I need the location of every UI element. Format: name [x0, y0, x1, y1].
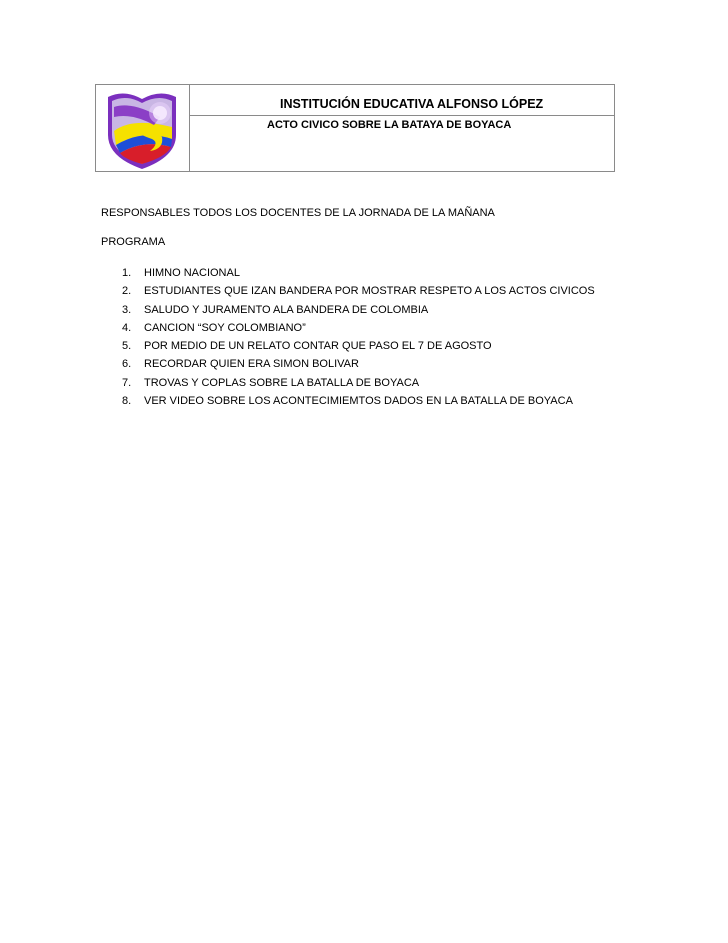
- list-item-number: 3.: [122, 303, 132, 316]
- school-shield-emblem-icon: [102, 87, 182, 171]
- list-item-number: 8.: [122, 395, 132, 408]
- event-title: ACTO CIVICO SOBRE LA BATAYA DE BOYACA: [267, 119, 512, 131]
- list-item: [101, 284, 595, 302]
- list-item-number: 2.: [122, 285, 132, 298]
- list-item-text: RECORDAR QUIEN ERA SIMON BOLIVAR: [144, 358, 359, 371]
- list-item: [101, 357, 595, 375]
- responsables-line: RESPONSABLES TODOS LOS DOCENTES DE LA JORNADA DE LA MAÑANA: [101, 207, 495, 219]
- list-item: [101, 376, 595, 394]
- header-table: [95, 84, 615, 172]
- list-item-number: 4.: [122, 321, 132, 334]
- list-item-number: 6.: [122, 358, 132, 371]
- list-item: [101, 394, 595, 412]
- list-item-text: POR MEDIO DE UN RELATO CONTAR QUE PASO EL 7 DE AGOSTO: [144, 340, 492, 353]
- list-item-text: TROVAS Y COPLAS SOBRE LA BATALLA DE BOYACA: [144, 376, 420, 389]
- list-item-text: ESTUDIANTES QUE IZAN BANDERA POR MOSTRAR RESPETO A LOS ACTOS CIVICOS: [144, 285, 595, 298]
- list-item-number: 1.: [122, 267, 132, 279]
- logo-cell: [96, 85, 190, 171]
- list-item: [101, 266, 595, 284]
- list-item: [101, 303, 595, 321]
- list-item-text: SALUDO Y JURAMENTO ALA BANDERA DE COLOMBIA: [144, 303, 429, 316]
- list-item-text: VER VIDEO SOBRE LOS ACONTECIMIEMTOS DADOS EN LA BATALLA DE BOYACA: [144, 395, 573, 408]
- list-item-number: 7.: [122, 376, 132, 389]
- programa-label: PROGRAMA: [101, 236, 166, 248]
- list-item: [101, 321, 595, 339]
- list-item-text: CANCION “SOY COLOMBIANO”: [144, 321, 306, 334]
- list-item-number: 5.: [122, 340, 132, 353]
- institution-title: INSTITUCIÓN EDUCATIVA ALFONSO LÓPEZ: [190, 85, 614, 116]
- program-list: [101, 266, 595, 412]
- list-item: [101, 339, 595, 357]
- list-item-text: HIMNO NACIONAL: [144, 267, 240, 279]
